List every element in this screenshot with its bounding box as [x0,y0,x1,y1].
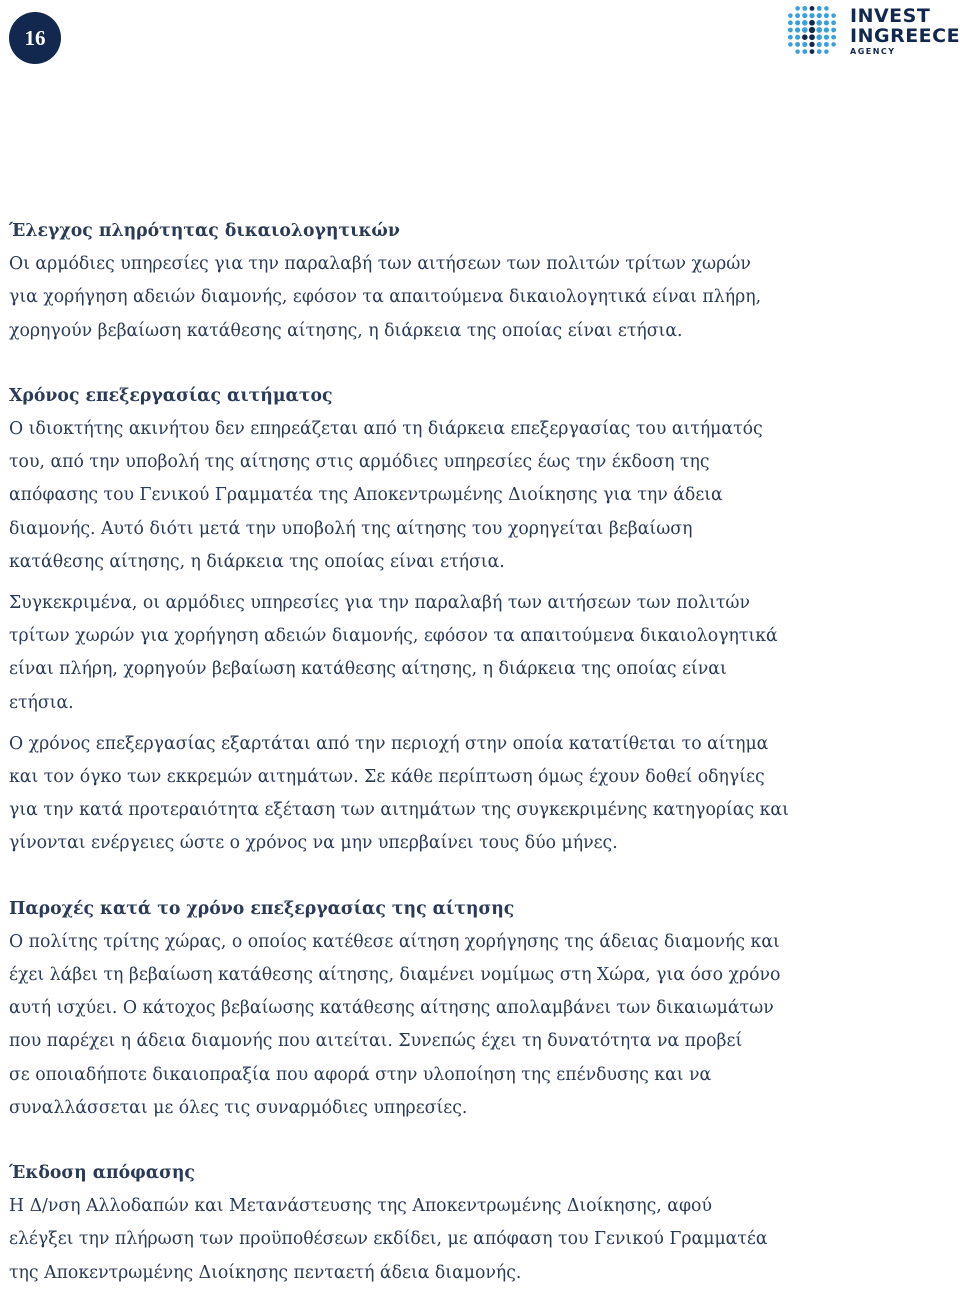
dot-globe-logo-icon [780,0,844,62]
text-line: συναλλάσσεται με όλες τις συναρμόδιες υπηρεσίες. [9,1097,468,1118]
section-title: Έκδοση απόφασης [9,1163,195,1184]
logo-dot [795,27,800,32]
text-line: και τον όγκο των εκκρεμών αιτημάτων. Σε κάθε περίπτωση όμως έχουν δοθεί οδηγίες [9,767,765,788]
logo-dot [788,42,793,47]
logo-dot [831,13,836,18]
logo-line-agency: AGENCY [850,46,896,56]
invest-in-greece-logo [780,0,960,62]
logo-dot [795,49,800,54]
logo-dot [810,6,815,11]
logo-dot [824,27,829,32]
logo-dot [809,34,815,40]
logo-dot [795,13,800,18]
logo-dot [824,35,829,40]
section-title: Χρόνος επεξεργασίας αιτήματος [9,385,333,406]
text-line: Ο ιδιοκτήτης ακινήτου δεν επηρεάζεται από τη διάρκεια επεξεργασίας του αιτήματός [9,419,763,440]
text-line: ετήσια. [9,692,74,713]
logo-dot [816,27,822,33]
text-line: Οι αρμόδιες υπηρεσίες για την παραλαβή των αιτήσεων των πολιτών τρίτων χωρών [9,254,751,275]
paragraph [9,1190,954,1290]
logo-dot [817,42,822,47]
document-body [9,215,954,1290]
logo-dot [816,34,822,40]
text-line: που παρέχει η άδεια διαμονής που αιτείται. Συνεπώς έχει τη δυνατότητα να προβεί [9,1031,743,1052]
logo-dot [802,6,807,11]
text-line: τρίτων χωρών για χορήγηση αδειών διαμονής, εφόσον τα απαιτούμενα δικαιολογητικά [9,626,778,647]
logo-dot [788,35,793,40]
logo-dot [824,6,829,11]
logo-dot [816,20,822,26]
paragraph [9,728,954,861]
logo-dot [831,28,836,33]
logo-line-invest: INVEST [850,4,931,27]
text-line: έχει λάβει τη βεβαίωση κατάθεσης αίτησης, διαμένει νομίμως στη Χώρα, για όσο χρόνο [9,965,781,986]
logo-dot [802,20,808,26]
logo-dot [809,13,814,18]
logo-dot [809,20,815,26]
logo-dot [809,27,815,33]
section-completeness-check [9,215,954,348]
logo-dot [824,42,829,47]
logo-dot [831,20,836,25]
page-number-badge [9,12,61,64]
logo-dot [795,35,800,40]
text-line: Η Δ/νση Αλλοδαπών και Μετανάστευσης της Αποκεντρωμένης Διοίκησης, αφού [9,1196,712,1217]
logo-dot [802,42,807,47]
logo-dot [810,49,815,54]
text-line: Ο χρόνος επεξεργασίας εξαρτάται από την περιοχή στην οποία κατατίθεται το αίτημα [9,733,769,754]
logo-wordmark [850,4,960,56]
text-line: για χορήγηση αδειών διαμονής, εφόσον τα απαιτούμενα δικαιολογητικά είναι πλήρη, [9,287,762,308]
text-line: για την κατά προτεραιότητα εξέταση των αιτημάτων της συγκεκριμένης κατηγορίας και [9,800,789,821]
text-line: διαμονής. Αυτό διότι μετά την υποβολή της αίτησης του χορηγείται βεβαίωση [9,518,693,539]
logo-dot [824,13,829,18]
logo-dot [788,20,793,25]
logo-dot [817,13,822,18]
section-processing-time [9,380,954,861]
text-line: είναι πλήρη, χορηγούν βεβαίωση κατάθεσης αίτησης, η διάρκεια της οποίας είναι [9,659,727,680]
logo-dot [824,20,829,25]
logo-dot [802,13,807,18]
logo-dot [817,49,822,54]
text-line: Ο πολίτης τρίτης χώρας, ο οποίος κατέθεσε αίτηση χορήγησης της άδειας διαμονής και [9,931,780,952]
page-number: 16 [24,25,46,50]
text-line: Συγκεκριμένα, οι αρμόδιες υπηρεσίες για την παραλαβή των αιτήσεων των πολιτών [9,593,751,614]
text-line: αυτή ισχύει. Ο κάτοχος βεβαίωσης κατάθεσης αίτησης απολαμβάνει των δικαιωμάτων [9,998,774,1019]
section-title: Έλεγχος πληρότητας δικαιολογητικών [9,221,400,241]
logo-dot [831,42,836,47]
section-benefits-during-processing [9,893,954,1125]
text-line: γίνονται ενέργειες ώστε ο χρόνος να μην υπερβαίνει τους δύο μήνες. [9,833,618,854]
text-line: ελέγξει την πλήρωση των προϋποθέσεων εκδίδει, με απόφαση του Γενικού Γραμματέα [9,1229,768,1250]
text-line: σε οποιαδήποτε δικαιοπραξία που αφορά στην υλοποίηση της επένδυσης και να [9,1064,712,1085]
logo-dot [788,28,793,33]
paragraph [9,413,954,579]
section-decision-issuance [9,1157,954,1290]
logo-dot [817,6,822,11]
text-line: της Αποκεντρωμένης Διοίκησης πενταετή άδεια διαμονής. [9,1262,522,1283]
paragraph [9,926,954,1125]
logo-dot [824,49,829,54]
logo-dot [809,42,814,47]
logo-dot [831,35,836,40]
logo-dot [802,27,808,33]
section-title: Παροχές κατά το χρόνο επεξεργασίας της αίτησης [9,898,515,919]
logo-dot [795,6,800,11]
logo-dot [802,34,808,40]
text-line: απόφασης του Γενικού Γραμματέα της Αποκεντρωμένης Διοίκησης για την άδεια [9,485,723,506]
logo-dot [795,42,800,47]
text-line: κατάθεσης αίτησης, η διάρκεια της οποίας είναι ετήσια. [9,551,505,572]
paragraph [9,587,954,720]
paragraph [9,248,954,348]
logo-dot [802,49,807,54]
text-line: του, από την υποβολή της αίτησης στις αρμόδιες υπηρεσίες έως την έκδοση της [9,452,710,473]
text-line: χορηγούν βεβαίωση κατάθεσης αίτησης, η διάρκεια της οποίας είναι ετήσια. [9,320,683,341]
logo-dot [788,13,793,18]
logo-line-ingreece: INGREECE [850,24,960,47]
logo-dot [795,20,800,25]
